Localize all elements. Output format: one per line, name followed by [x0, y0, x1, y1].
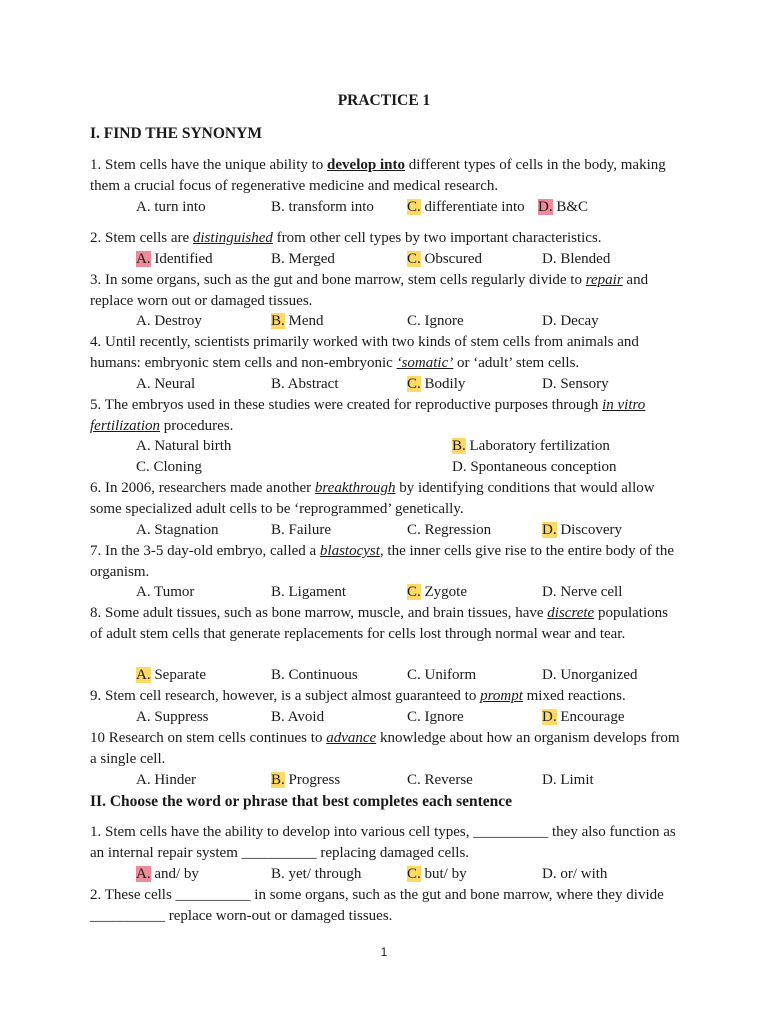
options-10 — [136, 770, 696, 791]
option-d: D. Blended — [542, 251, 611, 267]
options-8 — [136, 665, 696, 686]
option-b: B. Merged — [271, 251, 335, 267]
option-c: C. Bodily — [407, 376, 466, 392]
completion-question-2: 2. These cells __________ in some organs, such as the gut and bone marrow, where they divide __________ replace worn-out or damaged tissues. — [90, 887, 664, 924]
page-number: 1 — [380, 945, 388, 959]
option-c: C. Ignore — [407, 313, 464, 329]
option-c: C. Obscured — [407, 251, 482, 267]
option-b: B. Avoid — [271, 709, 325, 725]
question-7: 7. In the 3-5 day-old embryo, called a blastocyst, the inner cells give rise to the entire body of the organism. — [90, 543, 674, 580]
section-heading-synonym: I. FIND THE SYNONYM — [90, 125, 262, 142]
question-5: 5. The embryos used in these studies were created for reproductive purposes through in vitro fertilization procedures. — [90, 397, 646, 434]
options-9 — [136, 707, 696, 728]
option-c: C. Cloning — [136, 459, 202, 475]
option-a: A. Hinder — [136, 772, 196, 788]
section-heading-completion: II. Choose the word or phrase that best completes each sentence — [90, 793, 513, 810]
options-3 — [136, 311, 696, 332]
question-2: 2. Stem cells are distinguished from other cell types by two important characteristics. — [90, 230, 602, 246]
key-term: prompt — [480, 688, 523, 704]
option-d: D. Limit — [542, 772, 594, 788]
key-term: breakthrough — [314, 480, 396, 496]
option-c: C. differentiate into — [407, 199, 525, 215]
key-term: blastocyst — [319, 543, 380, 559]
question-4: 4. Until recently, scientists primarily worked with two kinds of stem cells from animals and humans: embryonic stem cells and non-embryonic ‘somatic’ or ‘adult’ stem cells. — [90, 334, 639, 371]
option-c: C. Zygote — [407, 584, 468, 600]
option-b: B. Ligament — [271, 584, 346, 600]
option-a: A. Neural — [136, 376, 196, 392]
options-7 — [136, 582, 696, 603]
key-term: develop into — [327, 157, 405, 173]
question-3: 3. In some organs, such as the gut and bone marrow, stem cells regularly divide to repair and replace worn out or damaged tissues. — [90, 272, 649, 309]
option-b: B. Mend — [271, 313, 324, 329]
key-term: advance — [326, 730, 377, 746]
key-term: ‘somatic’ — [396, 355, 454, 371]
option-d: D. Sensory — [542, 376, 609, 392]
option-c: C. but/ by — [407, 866, 467, 882]
option-a: A. Stagnation — [136, 522, 219, 538]
question-8: 8. Some adult tissues, such as bone marrow, muscle, and brain tissues, have discrete populations of adult stem cells that generate replacements for cells lost through normal wear and tear. — [90, 605, 668, 642]
option-a: A. Separate — [136, 667, 206, 683]
question-6: 6. In 2006, researchers made another breakthrough by identifying conditions that would allow some specialized adult cells to be ‘reprogrammed’ genetically. — [90, 480, 655, 517]
option-b: B. transform into — [271, 199, 374, 215]
options-4 — [136, 374, 696, 395]
option-c: C. Regression — [407, 522, 492, 538]
option-a: A. turn into — [136, 199, 206, 215]
options-5b — [136, 457, 696, 478]
completion-question-1: 1. Stem cells have the ability to develop into various cell types, __________ they also function as an internal repair system __________ replacing damaged cells. — [90, 824, 676, 861]
question-10: 10 Research on stem cells continues to advance knowledge about how an organism develops from a single cell. — [90, 730, 680, 767]
option-a: A. Destroy — [136, 313, 202, 329]
options-1 — [136, 197, 696, 218]
page-title: PRACTICE 1 — [337, 92, 431, 109]
key-term: repair — [585, 272, 623, 288]
option-d: D. or/ with — [542, 866, 608, 882]
option-d: D. Decay — [542, 313, 599, 329]
question-9: 9. Stem cell research, however, is a subject almost guaranteed to prompt mixed reactions. — [90, 688, 626, 704]
options-2 — [136, 249, 696, 270]
key-term: in vitro fertilization — [90, 397, 646, 434]
option-b: B. yet/ through — [271, 866, 362, 882]
option-c: C. Reverse — [407, 772, 473, 788]
options-5a — [136, 436, 696, 457]
option-a: A. Tumor — [136, 584, 195, 600]
option-a: A. and/ by — [136, 866, 199, 882]
option-b: B. Progress — [271, 772, 341, 788]
key-term: discrete — [547, 605, 595, 621]
option-d: D. Nerve cell — [542, 584, 623, 600]
option-b: B. Laboratory fertilization — [452, 438, 610, 454]
option-a: A. Identified — [136, 251, 213, 267]
option-a: A. Suppress — [136, 709, 209, 725]
option-d: D. Encourage — [542, 709, 625, 725]
option-b: B. Continuous — [271, 667, 358, 683]
option-b: B. Failure — [271, 522, 331, 538]
options-6 — [136, 520, 696, 541]
option-c: C. Ignore — [407, 709, 464, 725]
question-1: 1. Stem cells have the unique ability to develop into different types of cells in the body, making them a crucial focus of regenerative medicine and medical research. — [90, 157, 666, 194]
key-term: distinguished — [192, 230, 273, 246]
option-a: A. Natural birth — [136, 438, 232, 454]
option-d: D. Unorganized — [542, 667, 638, 683]
option-c: C. Uniform — [407, 667, 477, 683]
option-d: D. Discovery — [542, 522, 622, 538]
option-b: B. Abstract — [271, 376, 339, 392]
option-d: D. B&C — [538, 199, 589, 215]
option-d: D. Spontaneous conception — [452, 459, 617, 475]
completion-options-1 — [136, 864, 696, 885]
